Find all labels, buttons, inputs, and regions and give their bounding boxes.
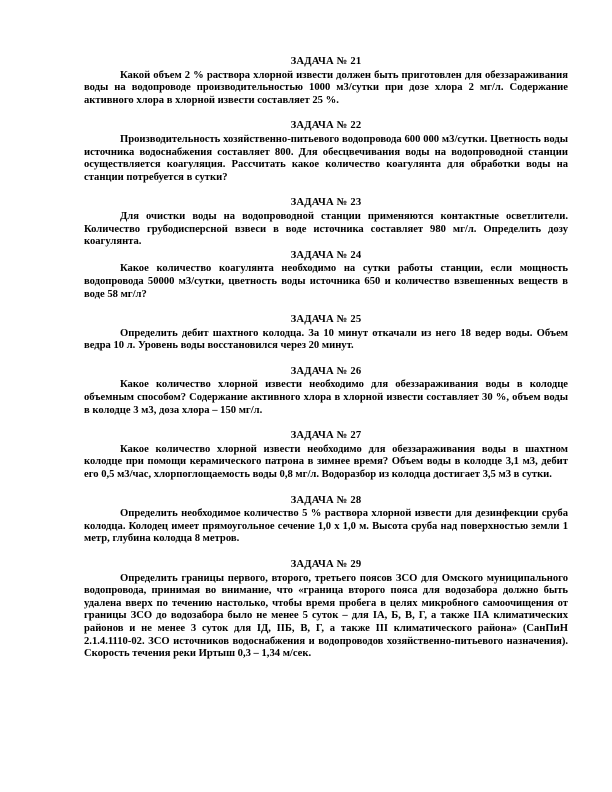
task-27 (84, 430, 568, 481)
task-title: ЗАДАЧА № 21 (290, 56, 362, 67)
task-25 (84, 314, 568, 353)
task-22 (84, 120, 568, 184)
task-title: ЗАДАЧА № 27 (290, 430, 362, 442)
task-title: ЗАДАЧА № 24 (290, 249, 362, 261)
task-title: ЗАДАЧА № 26 (290, 365, 362, 377)
task-text: Производительность хозяйственно-питьевого водопровода 600 000 м3/сутки. Цветность воды источника водоснабжения составляет 800. Для обесцвечивания воды на водопроводной станции осуществляется коагуляция. Рассчитать какое количество коагулянта для обработки воды на станции потребуется в сутки? (84, 133, 568, 183)
task-title: ЗАДАЧА № 29 (290, 559, 362, 570)
task-title: ЗАДАЧА № 25 (290, 314, 362, 326)
task-21 (84, 56, 568, 107)
task-text: Определить границы первого, второго, третьего поясов ЗСО для Омского муниципального водопровода, принимая во внимание, что «граница второго пояса для водозабора должно быть удалена вверх по течению настолько, чтобы время пробега в целях микробного самоочищения от границы ЗСО до водозабора было не менее 5 суток – для IА, Б, В, Г, а также IIА климатических районов и не менее 3 суток для IД, IIБ, В, Г, а также III климатического района» (СанПиН 2.1.4.1110-02. ЗСО источников водоснабжения и водопроводов хозяйственно-питьевого назначения). Скорость течения реки Иртыш 0,3 – 1,34 м/сек. (84, 572, 568, 660)
task-title: ЗАДАЧА № 23 (290, 197, 362, 209)
task-text: Определить необходимое количество 5 % раствора хлорной извести для дезинфекции сруба колодца. Колодец имеет прямоугольное сечение 1,0 х 1,0 м. Высота сруба над поверхностью земли 1 метр, глубина колодца 8 метров. (84, 508, 568, 545)
task-text: Какое количество хлорной извести необходимо для обеззараживания воды в шахтном колодце при помощи керамического патрона в зимнее время? Объем воды в колодце 3,1 м3, дебит его 0,5 м3/час, хлорпоглощаемость воды 0,8 мг/л. Водоразбор из колодца достигает 3,5 м3 в сутки. (84, 443, 568, 481)
document-page (84, 56, 568, 661)
task-text: Определить дебит шахтного колодца. За 10 минут откачали из него 18 ведер воды. Объем ведра 10 л. Уровень воды восстановился через 20 минут. (84, 327, 568, 352)
task-28 (84, 495, 568, 546)
task-text: Какое количество коагулянта необходимо на сутки работы станции, если мощность водопровода 50000 м3/сутки, цветность воды источника 650 и количество взвешенных веществ в воде 58 мг/л? (84, 263, 568, 300)
task-23 (84, 197, 568, 248)
task-title: ЗАДАЧА № 28 (290, 494, 362, 506)
task-text: Какое количество хлорной извести необходимо для обеззараживания воды в колодце объемным способом? Содержание активного хлора в хлорной извести составляет 30 %, объем воды в колодце 3 м3, доза хлора – 150 мг/л. (84, 379, 568, 416)
task-text: Для очистки воды на водопроводной станции применяются контактные осветлители. Количество грубодисперсной взвеси в воде источника составляет 980 мг/л. Определить дозу коагулянта. (84, 210, 568, 248)
task-24 (84, 250, 568, 301)
task-29 (84, 559, 568, 661)
task-26 (84, 366, 568, 417)
task-title: ЗАДАЧА № 22 (290, 120, 362, 132)
task-text: Какой объем 2 % раствора хлорной извести должен быть приготовлен для обеззараживания воды на водопроводе производительностью 1000 м3/сутки при дозе хлора 2 мг/л. Содержание активного хлора в хлорной извести составляет 25 %. (84, 69, 568, 106)
